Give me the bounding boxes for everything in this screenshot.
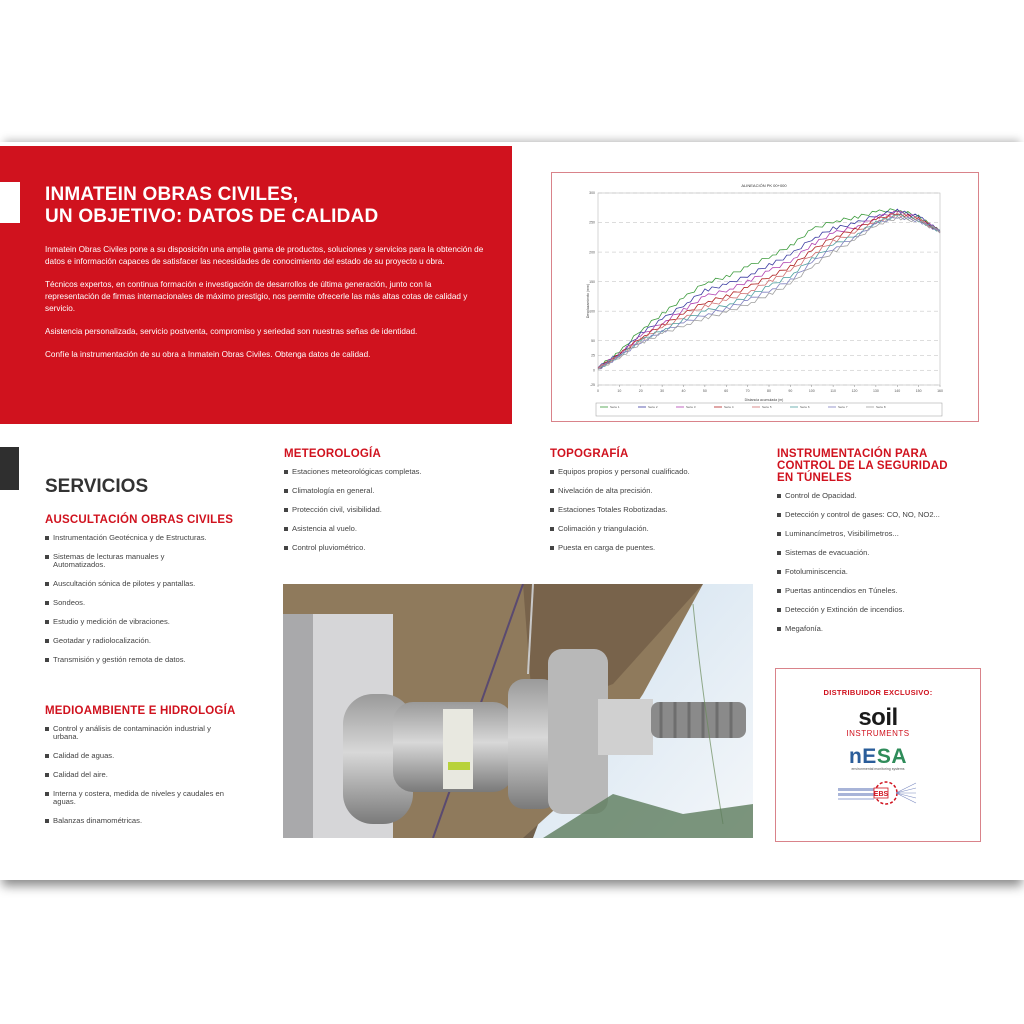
section-title: AUSCULTACIÓN OBRAS CIVILES	[45, 514, 234, 526]
service-list	[777, 492, 1007, 633]
service-list	[550, 468, 770, 552]
list-item: Megafonía.	[777, 625, 1007, 633]
section-meteorologia	[284, 448, 514, 563]
legend-label: Serie 8	[876, 405, 886, 410]
displacement-chart	[551, 172, 979, 422]
list-item: Asistencia al vuelo.	[284, 525, 514, 533]
nesa-logo	[776, 747, 980, 767]
y-tick-label: -25	[589, 383, 595, 388]
list-item: Colimación y triangulación.	[550, 525, 770, 533]
list-item: Luminancímetros, Visibilímetros...	[777, 530, 1007, 538]
x-tick-label: 150	[915, 389, 922, 393]
list-item: Sistemas de lecturas manuales y Automatizados.	[45, 553, 213, 569]
list-item: Interna y costera, medida de niveles y caudales en aguas.	[45, 790, 233, 806]
section-title	[777, 448, 1007, 484]
series-line	[598, 209, 940, 368]
x-tick-label: 110	[830, 389, 836, 393]
ebs-logo-text: EBS	[873, 791, 889, 798]
series-line	[598, 216, 940, 369]
chart-x-axis-label: Distancia acumulada (m)	[744, 398, 784, 402]
intro-title	[45, 184, 378, 228]
section-title-line: EN TÚNELES	[777, 472, 852, 484]
ebs-logo-graphic	[838, 780, 918, 806]
list-item: Estaciones meteorológicas completas.	[284, 468, 514, 476]
intro-paragraphs	[45, 244, 485, 372]
list-item: Control de Opacidad.	[777, 492, 1007, 500]
x-tick-label: 20	[638, 389, 643, 393]
nesa-logo-text: nE	[848, 745, 877, 768]
intro-paragraph: Inmatein Obras Civiles pone a su disposición una amplia gama de productos, soluciones y servicios para la obtención de datos e información capaces de satisfacer las necesidades de conocimiento del estado de su proyecto u obra.	[45, 245, 484, 266]
list-item: Detección y control de gases: CO, NO, NO2...	[777, 511, 1007, 519]
section-topografia	[550, 448, 770, 563]
x-tick-label: 0	[597, 389, 599, 393]
list-item: Protección civil, visibilidad.	[284, 506, 514, 514]
legend-label: Serie 4	[724, 405, 734, 410]
x-tick-label: 100	[808, 389, 815, 393]
chart-y-axis-label: Desplazamiento (mm)	[586, 283, 590, 319]
series-line	[598, 214, 940, 369]
nesa-logo-text: SA	[876, 745, 908, 768]
x-tick-label: 70	[745, 389, 750, 393]
intro-title-line1: INMATEIN OBRAS CIVILES,	[45, 184, 299, 205]
list-item: Auscultación sónica de pilotes y pantallas.	[45, 580, 275, 588]
list-item: Estaciones Totales Robotizadas.	[550, 506, 770, 514]
legend-label: Serie 7	[838, 405, 848, 410]
list-item: Estudio y medición de vibraciones.	[45, 618, 275, 626]
x-tick-label: 130	[872, 389, 879, 393]
legend-label: Serie 1	[610, 405, 620, 410]
section-title: METEOROLOGÍA	[284, 448, 381, 460]
list-item: Detección y Extinción de incendios.	[777, 606, 1007, 614]
instrument-photo	[283, 584, 753, 838]
y-tick-label: 200	[589, 250, 595, 255]
y-tick-label: 300	[589, 191, 595, 196]
series-line	[598, 211, 940, 368]
brochure-page	[0, 142, 1024, 880]
list-item: Equipos propios y personal cualificado.	[550, 468, 770, 476]
section-title: TOPOGRAFÍA	[550, 448, 629, 460]
intro-paragraph: Técnicos expertos, en continua formación e investigación de desarrollos de última generación, junto con la representación de firmas internacionales de máximo prestigio, nos permite ofrecerle las más altas cotas de calidad y servicio.	[45, 280, 468, 313]
section-title: MEDIOAMBIENTE E HIDROLOGÍA	[45, 705, 236, 717]
x-tick-label: 30	[660, 389, 665, 393]
section-tuneles	[777, 448, 1007, 644]
intro-paragraph: Confíe la instrumentación de su obra a Inmatein Obras Civiles. Obtenga datos de calidad.	[45, 350, 371, 359]
intro-title-line2: UN OBJETIVO: DATOS DE CALIDAD	[45, 206, 379, 227]
hex-nut	[598, 699, 653, 755]
list-item: Climatología en general.	[284, 487, 514, 495]
list-item: Control pluviométrico.	[284, 544, 514, 552]
load-cell-illustration	[283, 584, 753, 838]
servicios-marker	[0, 447, 19, 490]
list-item: Transmisión y gestión remota de datos.	[45, 656, 275, 664]
intro-paragraph: Asistencia personalizada, servicio postventa, compromiso y seriedad son nuestras señas de identidad.	[45, 327, 418, 336]
service-list	[284, 468, 514, 552]
y-tick-label: 0	[593, 368, 595, 373]
list-item: Sondeos.	[45, 599, 275, 607]
x-tick-label: 120	[851, 389, 858, 393]
soil-instruments-logo	[776, 704, 980, 731]
x-tick-label: 50	[702, 389, 707, 393]
x-tick-label: 160	[937, 389, 943, 393]
legend-label: Serie 6	[800, 405, 810, 410]
legend-label: Serie 2	[648, 405, 658, 410]
x-tick-label: 40	[681, 389, 686, 393]
y-tick-label: 100	[589, 309, 595, 314]
distributor-box	[775, 668, 981, 842]
distributor-label: DISTRIBUIDOR EXCLUSIVO:	[823, 688, 933, 697]
series-line	[598, 213, 940, 369]
legend-label: Serie 3	[686, 405, 696, 410]
nesa-logo-subtitle: environmental monitoring systems	[851, 767, 905, 771]
x-tick-label: 140	[894, 389, 901, 393]
y-tick-label: 25	[591, 353, 595, 358]
list-item: Control y análisis de contaminación industrial y urbana.	[45, 725, 228, 741]
section-auscultacion	[45, 514, 275, 675]
list-item: Sistemas de evacuación.	[777, 549, 1007, 557]
series-line	[598, 209, 940, 368]
y-tick-label: 50	[591, 338, 595, 343]
chart-svg	[552, 173, 977, 420]
list-item: Nivelación de alta precisión.	[550, 487, 770, 495]
list-item: Balanzas dinamométricas.	[45, 817, 275, 825]
list-item: Fotoluminiscencia.	[777, 568, 1007, 576]
plot-area	[598, 193, 940, 385]
legend-label: Serie 5	[762, 405, 772, 410]
service-list	[45, 534, 275, 664]
chart-title: ALINEACIÓN PK 00+000	[741, 183, 787, 188]
soil-logo-subtitle: INSTRUMENTS	[846, 729, 910, 738]
section-title-line: CONTROL DE LA SEGURIDAD	[777, 460, 948, 472]
x-tick-label: 60	[724, 389, 729, 393]
list-item: Instrumentación Geotécnica y de Estructuras.	[45, 534, 275, 542]
y-tick-label: 250	[589, 220, 595, 225]
list-item: Puertas antincendios en Túneles.	[777, 587, 1007, 595]
ebs-logo	[838, 780, 918, 806]
section-marker	[0, 182, 20, 223]
section-title-line: INSTRUMENTACIÓN PARA	[777, 448, 928, 460]
section-medioambiente	[45, 705, 275, 836]
x-tick-label: 10	[617, 389, 622, 393]
y-tick-label: 150	[589, 279, 595, 284]
x-tick-label: 80	[767, 389, 771, 393]
x-tick-label: 90	[788, 389, 793, 393]
service-list	[45, 725, 275, 825]
list-item: Puesta en carga de puentes.	[550, 544, 770, 552]
soil-logo-text: soil	[858, 704, 898, 731]
list-item: Calidad de aguas.	[45, 752, 275, 760]
list-item: Calidad del aire.	[45, 771, 275, 779]
intro-panel	[0, 146, 512, 424]
list-item: Geotadar y radiolocalización.	[45, 637, 275, 645]
servicios-title: SERVICIOS	[45, 476, 149, 497]
